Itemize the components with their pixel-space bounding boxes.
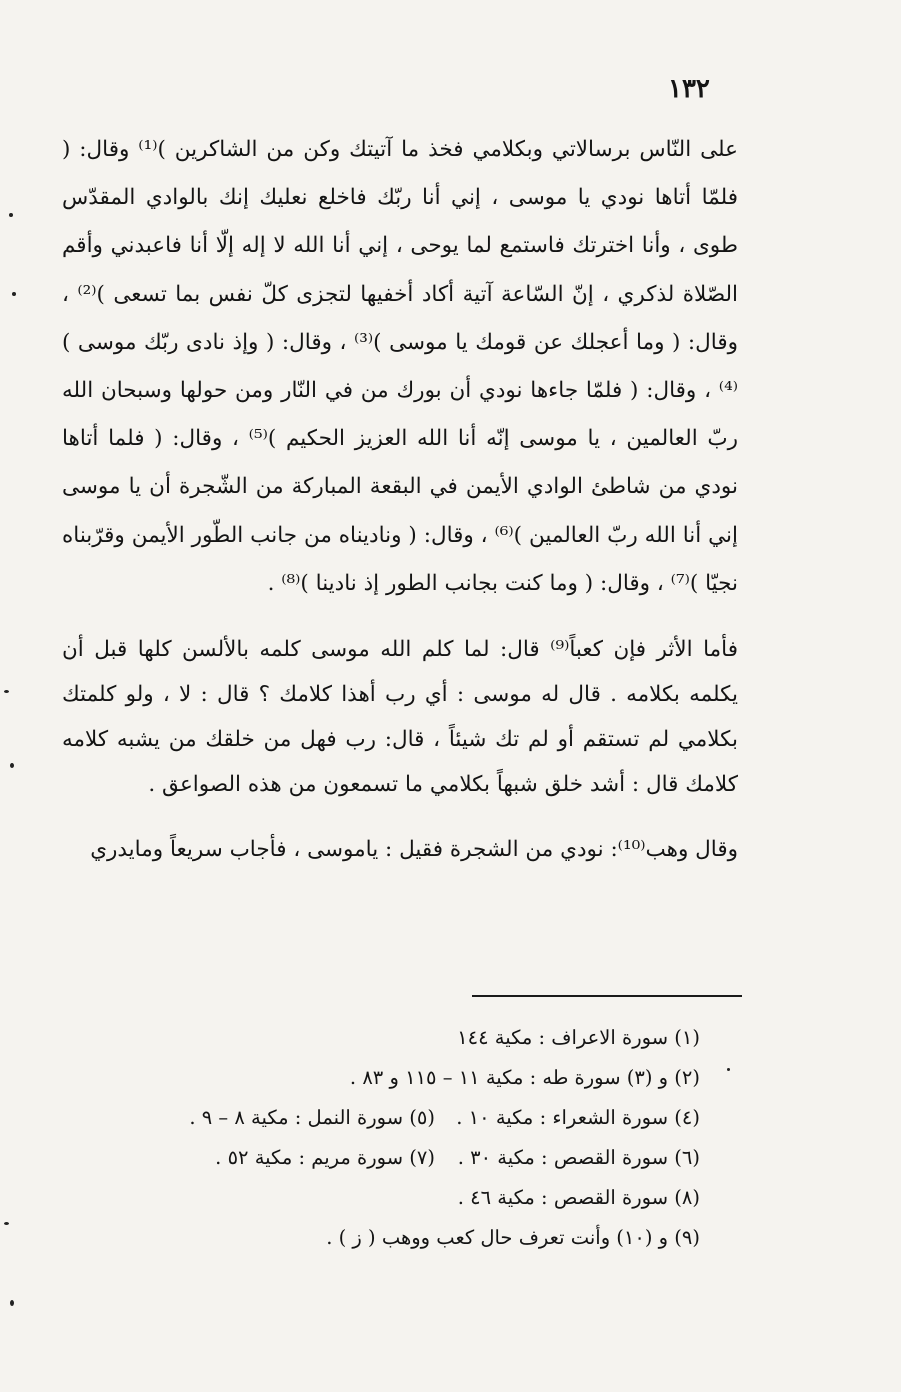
paragraph-quran-citations: على النّاس برسالاتي وبكلامي فخذ ما آتيتك وكن من الشاكرين )⁽¹⁾ وقال: ( فلمّا أتاها نودي يا موسى ، إني أنا ربّك فاخلع نعليك إنك بالوادي المقدّس طوى ، وأنا اخترتك فاستمع لما يوحى ، إني أنا الله لا إله إلّا أنا فاعبدني وأقم الصّلاة لذكري ، إنّ السّاعة آتية أكاد أخفيها لتجزى كلّ نفس بما تسعى )⁽²⁾ ، وقال: ( وما أعجلك عن قومك يا موسى )⁽³⁾ ، وقال: ( وإذ نادى ربّك موسى )⁽⁴⁾ ، وقال: ( فلمّا جاءها نودي أن بورك من في النّار ومن حولها وسبحان الله ربّ العالمين ، يا موسى إنّه أنا الله العزيز الحكيم )⁽⁵⁾ ، وقال: ( فلما أتاها نودي من شاطئ الوادي الأيمن في البقعة المباركة من الشّجرة أن يا موسى إني أنا الله ربّ العالمين )⁽⁶⁾ ، وقال: ( وناديناه من جانب الطّور الأيمن وقرّبناه نجيّا )⁽⁷⁾ ، وقال: ( وما كنت بجانب الطور إذ نادينا )⁽⁸⁾ .	[62, 137, 739, 596]
footnote-1: (١) سورة الاعراف : مكية ١٤٤	[457, 1026, 700, 1049]
page-number: ١٣٢	[668, 74, 710, 104]
paragraph-wahb-narration: وقال وهب⁽¹⁰⁾: نودي من الشجرة فقيل : ياموسى ، فأجاب سريعاً ومايدري	[90, 837, 738, 863]
footnote-row	[60, 1098, 700, 1138]
scan-speck	[727, 1068, 730, 1071]
scan-speck	[12, 292, 16, 296]
footnote-row	[60, 1138, 700, 1178]
scan-speck	[4, 690, 9, 693]
main-text	[62, 126, 738, 872]
paragraph-kab-narration: فأما الأثر فإن كعباً⁽⁹⁾ قال: لما كلم الله موسى كلمه بالألسن كلها قبل أن يكلمه بكلامه . قال له موسى : أي رب أهذا كلامك ؟ قال : لا ، ولو كلمتك بكلامي لم تستقم أو لم تك شيئاً ، قال: رب فهل من خلقك من يشبه كلامه كلامك قال : أشد خلق شبهاً بكلامي ما تسمعون من هذه الصواعق .	[62, 637, 738, 798]
footnote-row	[60, 1178, 700, 1218]
scan-speck	[10, 763, 14, 768]
footnote-9-10: (٩) و (١٠) وأنت تعرف حال كعب ووهب ( ز ) .	[326, 1226, 700, 1249]
scan-speck	[4, 1222, 9, 1225]
footnote-7: (٧) سورة مريم : مكية ٥٢ .	[215, 1146, 435, 1169]
footnote-divider	[472, 995, 742, 997]
footnote-row	[60, 1218, 700, 1258]
footnote-row	[60, 1018, 700, 1058]
footnote-8: (٨) سورة القصص : مكية ٤٦ .	[457, 1186, 700, 1209]
footnote-4: (٤) سورة الشعراء : مكية ١٠ .	[456, 1106, 700, 1129]
footnote-6: (٦) سورة القصص : مكية ٣٠ .	[457, 1146, 700, 1169]
footnotes	[60, 1018, 700, 1258]
footnote-row	[60, 1058, 700, 1098]
scan-speck	[9, 213, 13, 217]
footnote-2-3: (٢) و (٣) سورة طه : مكية ١١ – ١١٥ و ٨٣ .	[349, 1066, 700, 1089]
footnote-5: (٥) سورة النمل : مكية ٨ – ٩ .	[189, 1106, 435, 1129]
scan-speck	[10, 1300, 14, 1306]
